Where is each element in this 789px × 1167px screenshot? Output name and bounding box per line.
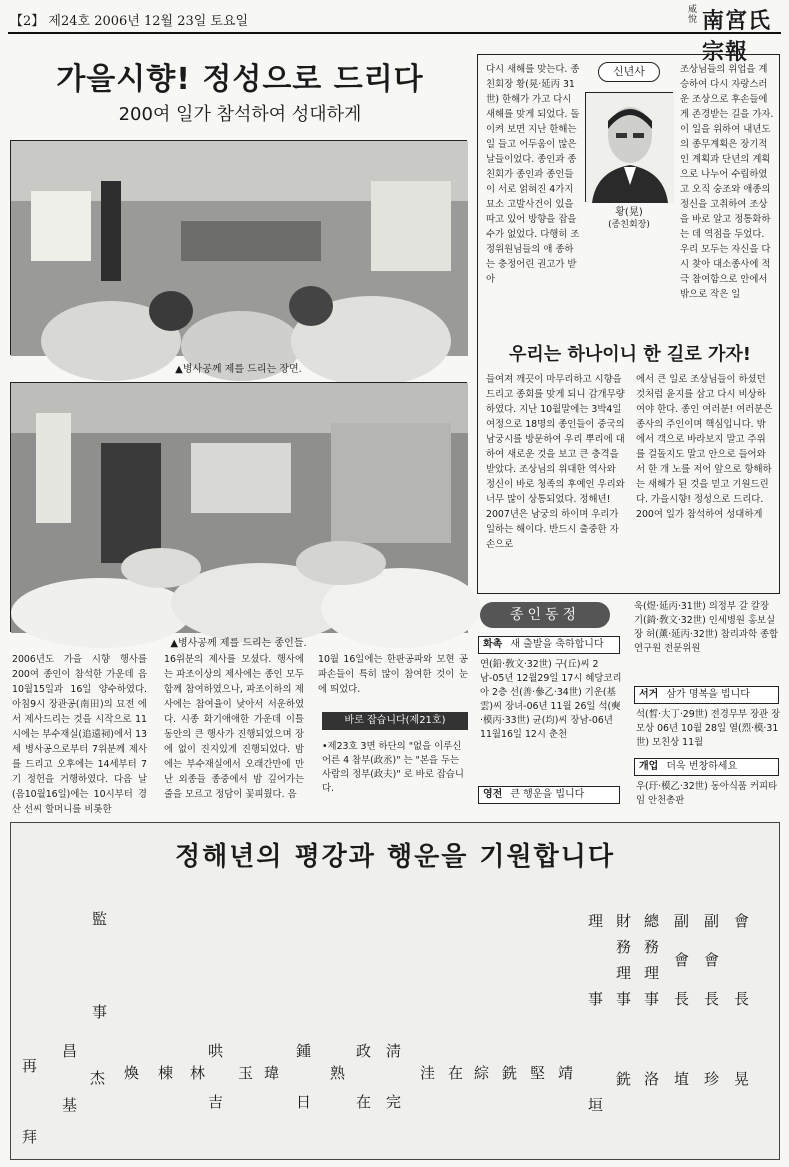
greeting-char: 副 — [704, 912, 720, 930]
greeting-char: 會 — [734, 912, 750, 930]
greeting-col-10: 熟 — [330, 1064, 346, 1082]
greeting-col-13: 洼 — [420, 1064, 436, 1082]
new-year-column-1: 다시 새해를 맞는다. 종친회장 황(晃·延丙 31世) 한해가 가고 다시 새해를 맞게 되었다. 돌이켜 보면 지난 한해는 일 들고 어두움이 많은 날들이었다. 종인과 종친회가 종인과 종인들이 서로 얽혀진 4가지 묘소 고발사건이 있을 따고 있어 방향을 잡을 수가 없었다. 다행히 조정위원님들의 애 종하는 충정어린 권고가 받아 — [486, 64, 580, 285]
news-tag: 영전 — [483, 789, 503, 800]
new-year-title: 신년사 — [598, 62, 660, 82]
greeting-char: 監 — [92, 910, 108, 928]
news-heading-obituary — [634, 686, 779, 704]
correction-text: •제23호 3면 하단의 "없을 이루신 어른 4 참부(政丞)" 는 "본을 두는 사람의 정부(政夫)" 로 바로 잡습니다. — [322, 741, 464, 794]
greeting-char: 埴 — [674, 1070, 690, 1088]
greeting-char: 垣 — [588, 1096, 604, 1114]
news-heading-opening — [634, 758, 779, 776]
greeting-char: 務 — [616, 938, 632, 956]
greeting-char: 副 — [674, 912, 690, 930]
article-column-1: 2006년도 가을 시향 행사를 200여 종인이 참석한 가운데 음 10월15일과 16일 양수하였다. 아침9시 장관공(南田)의 묘전 에서 제사드리는 것을 시작으로 11시에는 부수재실(追遠祠)에서 13세 병사공으로부터 7위분께 제사를 드리고 오후에는 14세부터 7기 정헌을 거행하였다. 다음 날(음10월16일)에는 10시부터 경산 선씨 할머니를 비롯한 — [12, 654, 147, 815]
paper-name: 南宮氏宗報 — [702, 8, 772, 65]
news-title: 큰 행운을 빕니다 — [510, 789, 585, 800]
greeting-char: 哄 — [208, 1042, 224, 1060]
news-tag: 서거 — [639, 689, 659, 700]
greeting-char: 政 — [356, 1042, 372, 1060]
greeting-char: 財 — [616, 912, 632, 930]
greeting-char: 長 — [734, 990, 750, 1008]
greeting-char: 杰 — [90, 1069, 106, 1087]
news-text-opening: 우(玗·模乙·32世) 동아식품 커피타임 안천총판 — [636, 781, 778, 806]
greeting-char: 事 — [92, 1003, 108, 1021]
greeting-title: 정해년의 평강과 행운을 기원합니다 — [175, 842, 615, 872]
greeting-char: 基 — [62, 1096, 78, 1114]
greeting-col-16: 銑 — [502, 1064, 518, 1082]
chairman-name — [585, 206, 673, 232]
greeting-col-15: 綜 — [474, 1064, 490, 1082]
greeting-col-14: 在 — [448, 1064, 464, 1082]
correction-title: 바로 잡습니다(제21호) — [322, 712, 468, 730]
new-year-column-4: 들여져 깨끗이 마무리하고 시향을 드리고 종회를 맞게 되니 감개무량하였다. 지난 10월말에는 3박4일 여정으로 18명의 종인들이 중국의 남궁시를 방문하여 우리 뿌리에 대하여 새로운 것을 보고 큰 충격을 받았다. 조상님의 위대한 역사와 정신이 바로 청족의 후예인 우리와 너무 많이 상통되었다. 정해년! 2007년은 남궁의 하이며 우리가 일하는 해이다. 반드시 출중한 자손으로 — [486, 374, 625, 550]
greeting-char: 會 — [674, 951, 690, 969]
new-year-column-5: 에서 큰 일로 조상님들이 하셨던 것처럼 윤지를 삼고 다시 비상하여야 한다. 종인 여러분! 여러분은 종사의 주인이며 핵심입니다. 밖에서 객으로 바라보지 말고 주위를 걸돌지도 말고 안으로 들어와서 한 개 노를 저어 앞으로 항해하는 새해가 된 것을 믿고 기원드린다. 가을시향! 정성으로 드리다. 200여 일가 참석하여 성대하게 — [636, 374, 773, 520]
chairman-name-text: 황(晃) — [615, 207, 643, 218]
news-title: 새 출발을 축하합니다 — [510, 639, 604, 650]
greeting-char: 務 — [644, 938, 660, 956]
greeting-col-1 — [22, 1055, 37, 1147]
greeting-char: 事 — [588, 990, 604, 1008]
greeting-col-22 — [674, 908, 689, 1092]
greeting-col-12 — [386, 1040, 401, 1112]
greeting-col-23 — [704, 908, 719, 1092]
greeting-char: 吉 — [208, 1093, 224, 1111]
greeting-col-9 — [296, 1040, 311, 1112]
greeting-char: 再 — [22, 1057, 38, 1075]
article-column-2: 16위분의 제사를 모셨다. 행사에는 파조이상의 제사에는 종인 모두 함께 참여하였으나, 파조이하의 제사에는 참여율이 낮아서 서운하였다. 시종 화기애애한 가운데 이틀 동안의 큰 행사가 진행되었으며 장에 없이 진지있게 진행되었다. 밤에는 부수재실에서 오래간만에 만난 외종들 종중에서 밤 깊어가는 줄을 모르고 정담이 꽃피웠다. 음 — [164, 654, 304, 800]
photo-caption-2: ▲병사공께 제를 드리는 종인들. — [170, 638, 307, 649]
greeting-char: 在 — [356, 1093, 372, 1111]
chairman-portrait — [585, 92, 673, 202]
greeting-col-19 — [588, 908, 603, 1118]
article-column-3: 10월 16일에는 한판공파와 모현 공파손들이 특히 많이 참여한 것이 눈에 띄었다. — [318, 654, 468, 695]
greeting-col-4: 棟 — [158, 1064, 174, 1082]
new-year-slogan: 우리는 하나이니 한 길로 가자! — [509, 344, 751, 365]
article-subheadline: 200여 일가 참석하여 성대하게 — [118, 104, 362, 125]
news-text-obituary: 석(晳·大丁·29世) 전경무부 장관 장모상 06년 10월 28일 열(烈·模·31世) 모친상 11월 — [636, 709, 781, 748]
greeting-col-2 — [62, 1040, 105, 1115]
greeting-char: 完 — [386, 1093, 402, 1111]
greeting-col-24 — [734, 908, 749, 1092]
greeting-col-20 — [616, 908, 631, 1092]
article-headline: 가을시향! 정성으로 드리다 — [56, 62, 424, 97]
paper-name-small: 威悅 — [688, 5, 698, 25]
news-heading-wedding — [478, 636, 620, 654]
greeting-char: 理 — [644, 964, 660, 982]
greeting-col-5: 林 — [190, 1064, 206, 1082]
greeting-col-8: 瑋 — [264, 1064, 280, 1082]
clan-news-banner: 종인동정 — [480, 602, 610, 628]
greeting-char: 晃 — [734, 1070, 750, 1088]
greeting-char: 事 — [644, 990, 660, 1008]
news-title: 더욱 번창하세요 — [666, 761, 738, 772]
greeting-char: 珍 — [704, 1070, 720, 1088]
greeting-char: 日 — [296, 1093, 312, 1111]
chairman-role-text: (종친회장) — [608, 220, 650, 230]
greeting-char: 昌 — [62, 1042, 78, 1060]
photo-caption-1: ▲병사공께 제를 드리는 장면. — [175, 364, 302, 375]
greeting-char: 鍾 — [296, 1042, 312, 1060]
greeting-char: 拜 — [22, 1128, 38, 1146]
greeting-col-7: 玉 — [238, 1064, 254, 1082]
greeting-char: 銑 — [616, 1070, 632, 1088]
greeting-char: 長 — [704, 990, 720, 1008]
greeting-left-title — [92, 908, 107, 1022]
greeting-char: 長 — [674, 990, 690, 1008]
new-year-column-3: 조상님들의 위업을 계승하여 다시 자랑스러운 조상으로 후손들에게 존경받는 길을 가자. 이 일을 위하여 내년도의 종무계획은 장기적인 계획과 단년의 계획으로 나누어 수립하였고 오직 숭조와 애종의 정신을 고취하여 조상을 바로 알고 정통화하는 데 역점을 두었다. 우리 모두는 자신을 다시 찾아 대소종사에 적극 참여함으로 안에서 밖으로 작은 일 — [680, 64, 774, 300]
news-heading-promotion — [478, 786, 620, 804]
news-text-promotion: 욱(煜·延丙·31世) 의정부 갈 칼장 기(錡·敎文·32世) 인세병원 홍보실장 허(薰·延丙·32世) 참리과학 종합연구원 전문위원 — [634, 601, 779, 654]
greeting-col-6 — [208, 1040, 223, 1112]
greeting-char: 事 — [616, 990, 632, 1008]
greeting-col-11 — [356, 1040, 371, 1112]
news-tag: 개업 — [639, 761, 659, 772]
greeting-col-18: 靖 — [558, 1064, 574, 1082]
ceremony-photo-1 — [10, 140, 467, 355]
greeting-col-17: 堅 — [530, 1064, 546, 1082]
ceremony-photo-2 — [10, 382, 467, 632]
greeting-char: 理 — [588, 912, 604, 930]
greeting-char: 總 — [644, 912, 660, 930]
greeting-char: 理 — [616, 964, 632, 982]
greeting-char: 會 — [704, 951, 720, 969]
greeting-char: 淸 — [386, 1042, 402, 1060]
news-title: 삼가 명복을 빕니다 — [666, 689, 750, 700]
news-tag: 화촉 — [483, 639, 503, 650]
greeting-col-3: 煥 — [124, 1064, 140, 1082]
issue-line: 【2】 제24호 2006년 12월 23일 토요일 — [10, 14, 249, 29]
greeting-col-21 — [644, 908, 659, 1092]
news-text-wedding: 연(鉛·敎文·32世) 구(丘)씨 2남-05년 12월29일 17시 혜당코리아 2층 선(善·參乙·34世) 기운(基雲)씨 장녀-06년 11월 26일 석(奭·模丙·33世) 균(均)씨 장남-06년11월16일 12시 춘천 — [480, 659, 622, 740]
greeting-char: 洛 — [644, 1070, 660, 1088]
